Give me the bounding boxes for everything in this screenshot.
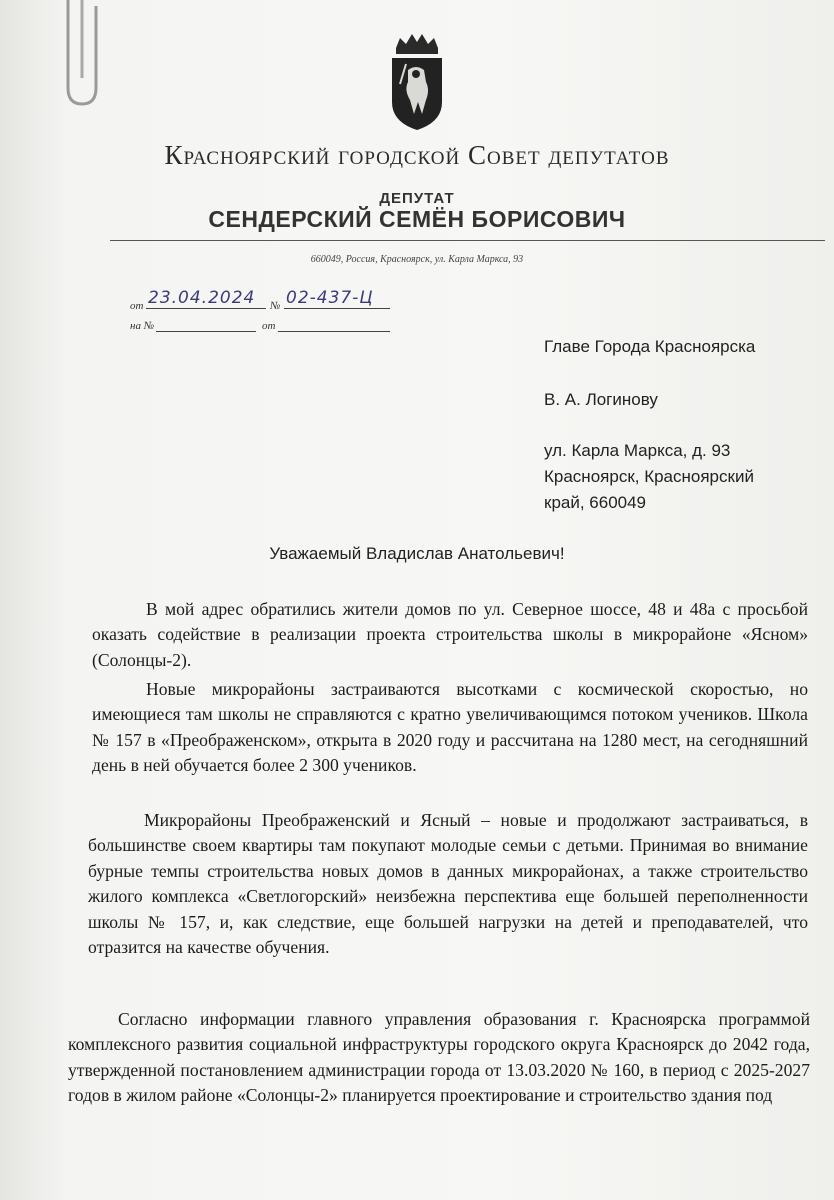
header-divider bbox=[110, 240, 825, 241]
outgoing-number: 02-437-Ц bbox=[286, 288, 374, 308]
number-label: № bbox=[270, 300, 281, 312]
reply-label: на № bbox=[130, 320, 155, 332]
recipient-title: Главе Города Красноярска bbox=[544, 337, 756, 356]
deputy-name: СЕНДЕРСКИЙ СЕМЁН БОРИСОВИЧ bbox=[208, 206, 626, 232]
recipient-address-line3: край, 660049 bbox=[544, 493, 647, 512]
body-paragraph: Согласно информации главного управления образования г. Красноярска программой комплексного развития социальной инфраструктуры городского округа Красноярск до 2042 года, утвержденной постановлением администрации города от 13.03.2020 № 160, в период с 2025-2027 годов в жилом районе «Солонцы-2» планируется проектирование и строительство здания под bbox=[68, 1009, 810, 1106]
recipient-name: В. А. Логинову bbox=[544, 390, 658, 409]
coat-of-arms-icon bbox=[386, 30, 448, 132]
body-paragraph: В мой адрес обратились жители домов по ул. Северное шоссе, 48 и 48а с просьбой оказать содействие в реализации проекта строительства школы в микрорайоне «Ясном» (Солонцы-2). bbox=[92, 599, 808, 670]
body-paragraph: Новые микрорайоны застраиваются высотками с космической скоростью, но имеющиеся там школы не справляются с кратно увеличивающимся потоком учеников. Школа № 157 в «Преображенском», открыта в 2020 году и рассчитана на 1280 мест, на сегодняшний день в ней обучается более 2 300 учеников. bbox=[92, 679, 808, 776]
reply-from-label: от bbox=[262, 320, 276, 332]
recipient-address-line1: ул. Карла Маркса, д. 93 bbox=[544, 441, 731, 460]
body-paragraph: Микрорайоны Преображенский и Ясный – новые и продолжают застраиваться, в большинстве своем квартиры там покупают молодые семьи с детьми. Принимая во внимание бурные темпы строительства новых домов в данных микрорайонах, а также строительство жилого комплекса «Светлогорский» неизбежна перспектива еще большей переполненности школы № 157, и, как следствие, еще большей нагрузки на детей и преподавателей, что отразится на качестве обучения. bbox=[88, 810, 808, 958]
reply-number-underline bbox=[156, 331, 256, 332]
greeting: Уважаемый Владислав Анатольевич! bbox=[269, 544, 565, 563]
outgoing-date: 23.04.2024 bbox=[148, 288, 256, 308]
paperclip-icon bbox=[58, 0, 118, 110]
date-underline bbox=[146, 308, 266, 309]
number-underline bbox=[284, 308, 390, 309]
council-title: Красноярский городской Совет депутатов bbox=[164, 140, 670, 170]
reply-date-underline bbox=[278, 331, 390, 332]
header-address: 660049, Россия, Красноярск, ул. Карла Маркса, 93 bbox=[310, 254, 524, 265]
recipient-address-line2: Красноярск, Красноярский bbox=[544, 467, 754, 486]
deputy-role: ДЕПУТАТ bbox=[379, 190, 455, 207]
from-label: от bbox=[130, 300, 144, 312]
